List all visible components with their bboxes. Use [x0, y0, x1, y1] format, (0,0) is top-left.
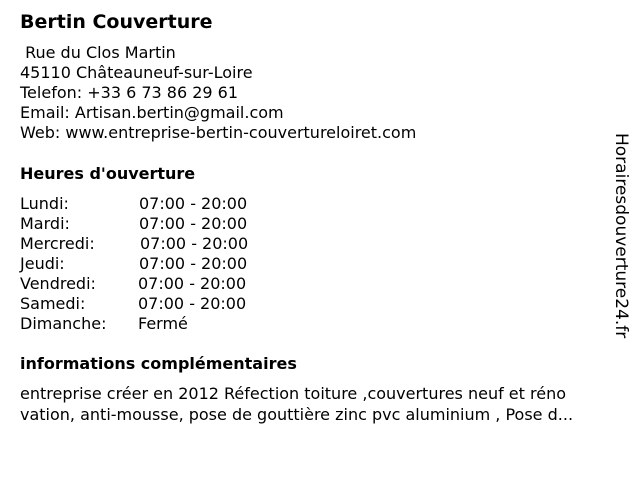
address-street: Rue du Clos Martin: [20, 43, 176, 62]
hours-row-thursday: [20, 254, 320, 274]
hours-row-friday: [20, 274, 320, 294]
day-label: Dimanche:: [20, 314, 107, 333]
day-hours: 07:00 - 20:00: [138, 294, 247, 313]
day-hours: 07:00 - 20:00: [139, 194, 248, 213]
day-label: Mercredi:: [20, 234, 95, 253]
hours-row-wednesday: [20, 234, 320, 254]
opening-hours-title: Heures d'ouverture: [20, 164, 196, 183]
hours-row-sunday: [20, 314, 320, 334]
site-watermark: Horairesdouverture24.fr: [611, 133, 631, 339]
day-label: Jeudi:: [20, 254, 65, 273]
opening-hours-table: [20, 194, 320, 334]
day-label: Vendredi:: [20, 274, 96, 293]
phone-number: Telefon: +33 6 73 86 29 61: [20, 83, 239, 102]
business-name: Bertin Couverture: [20, 11, 213, 33]
day-hours: 07:00 - 20:00: [139, 214, 248, 233]
address-city: 45110 Châteauneuf-sur-Loire: [20, 63, 253, 82]
additional-info-line: entreprise créer en 2012 Réfection toiture ,couvertures neuf et réno: [20, 384, 567, 403]
day-hours: Fermé: [138, 314, 188, 333]
day-label: Samedi:: [20, 294, 86, 313]
hours-row-tuesday: [20, 214, 320, 234]
hours-row-monday: [20, 194, 320, 214]
day-label: Lundi:: [20, 194, 69, 213]
website-url: Web: www.entreprise-bertin-couvertureloiret.com: [20, 123, 417, 142]
day-hours: 07:00 - 20:00: [139, 254, 248, 273]
email-address: Email: Artisan.bertin@gmail.com: [20, 103, 284, 122]
day-label: Mardi:: [20, 214, 70, 233]
day-hours: 07:00 - 20:00: [138, 274, 247, 293]
additional-info-text: [20, 383, 630, 425]
business-contact: [20, 43, 416, 143]
hours-row-saturday: [20, 294, 320, 314]
additional-info-title: informations complémentaires: [20, 354, 297, 373]
additional-info-line: vation, anti-mousse, pose de gouttière zinc pvc aluminium , Pose d...: [20, 405, 574, 424]
day-hours: 07:00 - 20:00: [140, 234, 249, 253]
